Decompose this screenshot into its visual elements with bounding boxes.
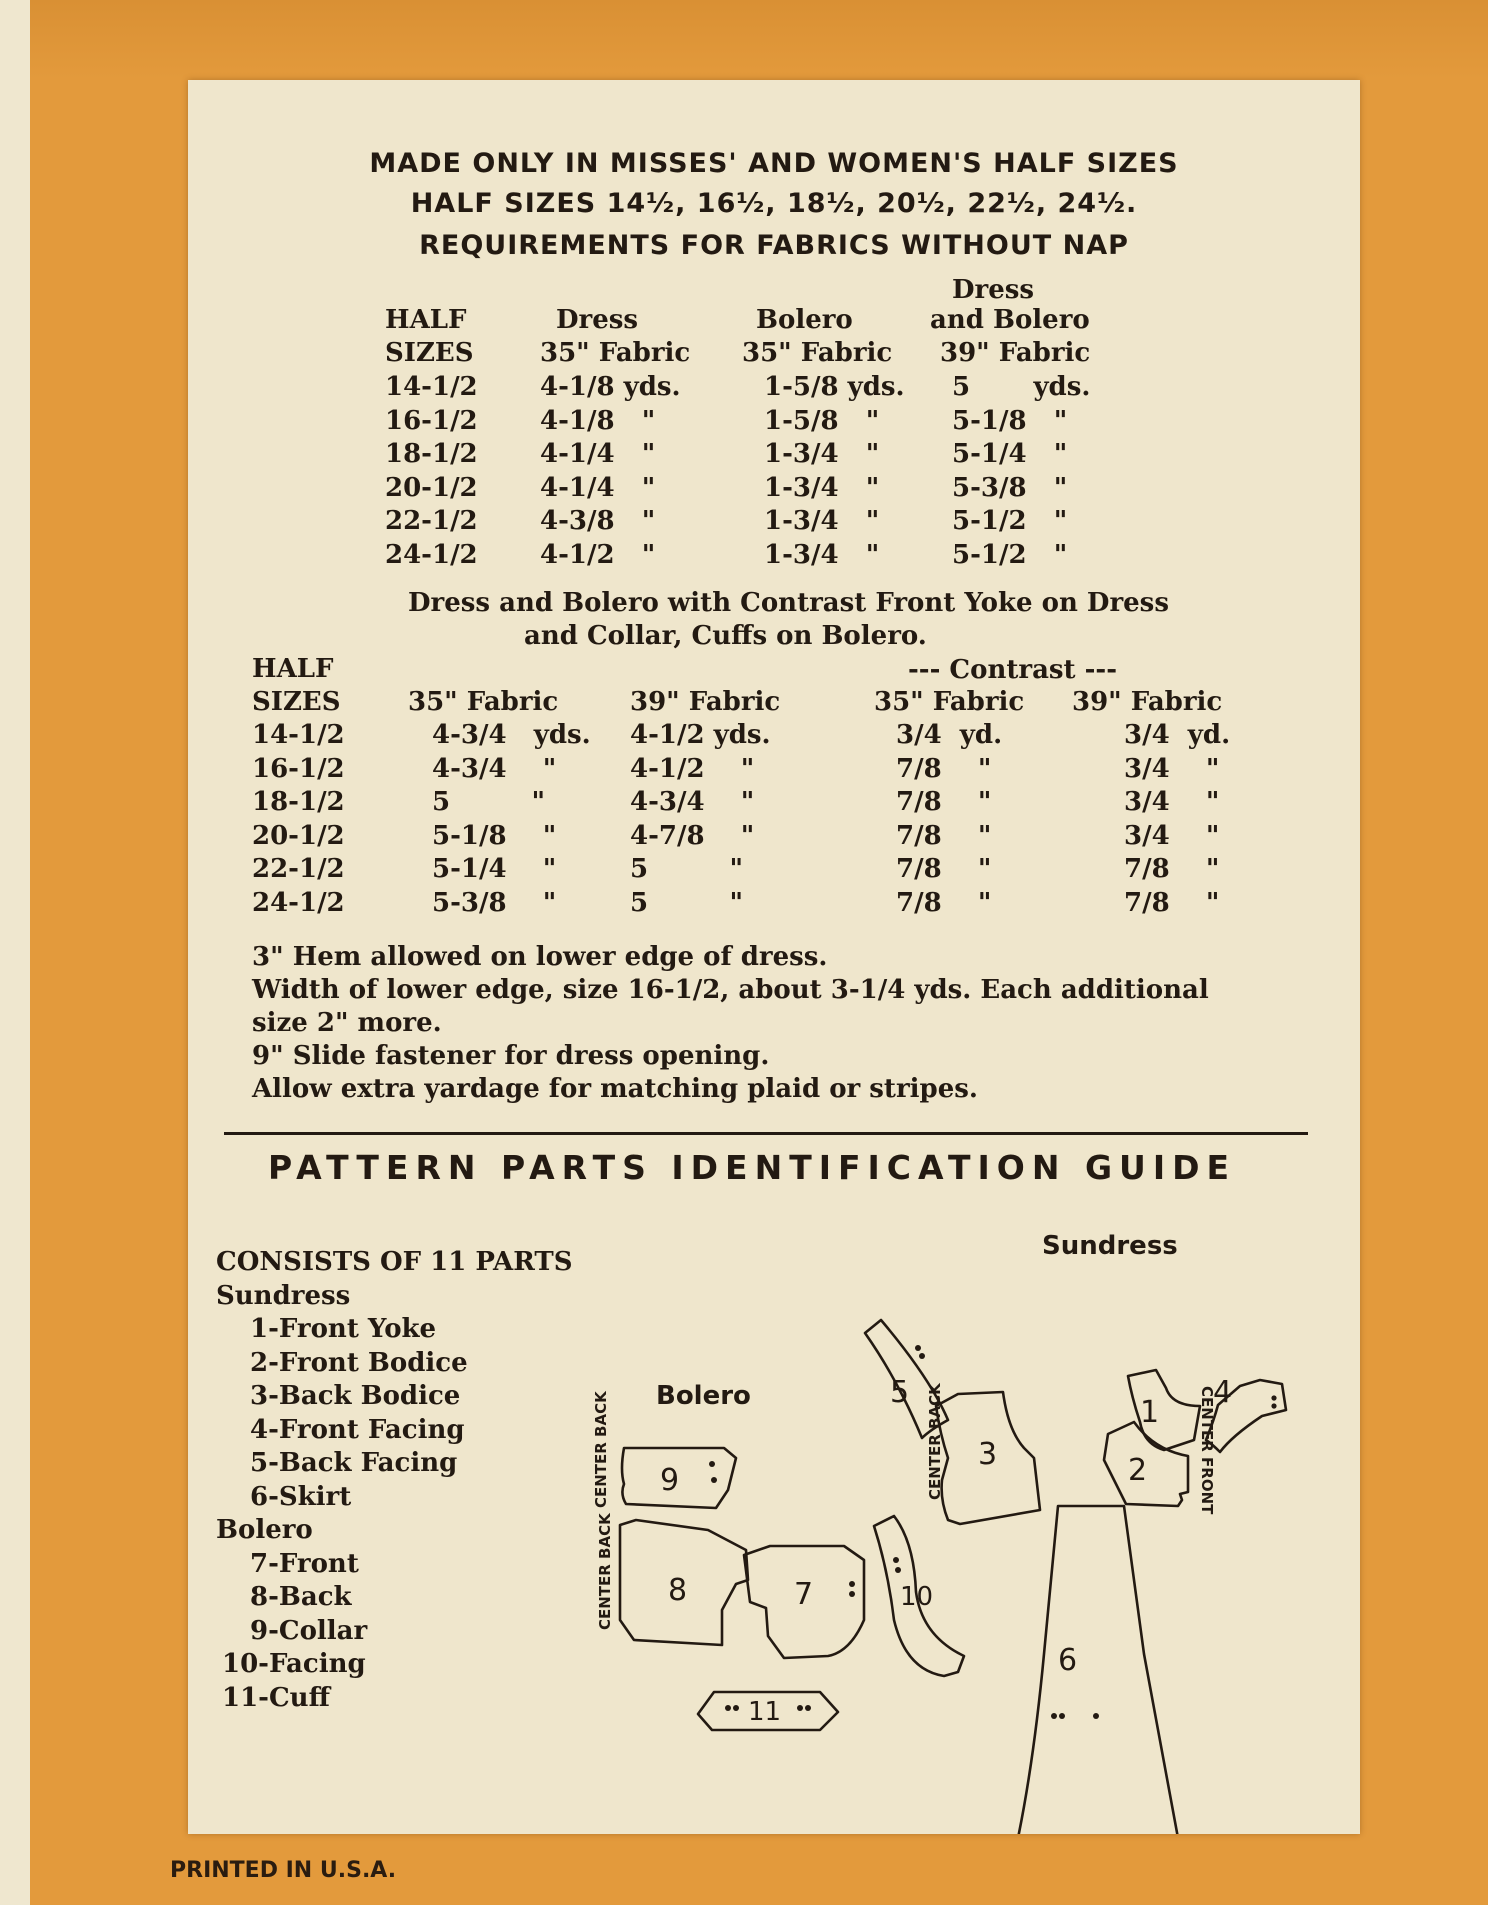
t2-cell: 7/8 ": [896, 787, 992, 817]
t1-cell: 4-1/4 ": [540, 439, 656, 469]
label-11: 11: [748, 1697, 782, 1727]
sundress-part-6: 6-Skirt: [250, 1481, 352, 1512]
t2-cell: 14-1/2: [252, 720, 345, 750]
t1-cell: 1-5/8 ": [764, 405, 880, 436]
label-9: 9: [660, 1463, 680, 1498]
t1-head-bolero-1: Bolero: [756, 305, 853, 335]
t1-cell: 18-1/2: [385, 439, 478, 469]
t1-cell: 1-3/4 ": [764, 472, 880, 503]
t2-head-contrast: --- Contrast ---: [908, 655, 1117, 685]
t2-cell: 7/8 ": [896, 887, 992, 918]
t2-cell: 4-3/4 ": [630, 787, 755, 817]
t2-cell: 4-3/4 ": [432, 753, 557, 784]
t2-head-col-1: 35" Fabric: [408, 687, 559, 717]
t2-cell: 4-3/4 yds.: [432, 720, 591, 750]
t1-cell: 1-3/4 ": [764, 539, 880, 570]
t2-cell: 3/4 yd.: [896, 720, 1003, 750]
left-edge-strip: [0, 0, 30, 1905]
t1-cell: 5-1/4 ": [952, 439, 1068, 469]
t2-cell: 4-7/8 ": [630, 820, 755, 851]
center-back-bolero: CENTER BACK: [596, 1513, 614, 1630]
label-10: 10: [900, 1582, 934, 1612]
t2-cell: 5 ": [630, 854, 744, 884]
header-line-2: HALF SIZES 14½, 16½, 18½, 20½, 22½, 24½.: [410, 188, 1138, 219]
bolero-part-10: 10-Facing: [222, 1649, 366, 1679]
note-3: size 2" more.: [252, 1008, 442, 1038]
t2-cell: 24-1/2: [252, 887, 345, 918]
t2-cell: 7/8 ": [896, 820, 992, 851]
parts-sundress-heading: Sundress: [216, 1280, 351, 1311]
t1-cell: 4-1/4 ": [540, 472, 656, 503]
t1-cell: 5-1/2 ": [952, 539, 1068, 570]
t2-cell: 5 ": [432, 787, 546, 817]
t1-cell: 1-3/4 ": [764, 439, 880, 469]
sundress-label: Sundress: [1042, 1231, 1178, 1261]
guide-title: PATTERN PARTS IDENTIFICATION GUIDE: [268, 1148, 1237, 1187]
t1-head-dress-2: 35" Fabric: [540, 338, 691, 368]
t1-cell: 14-1/2: [385, 372, 478, 402]
t2-cell: 20-1/2: [252, 820, 345, 851]
t1-cell: 4-1/8 ": [540, 405, 656, 436]
envelope-top-band: [30, 0, 1488, 80]
t2-caption-2: and Collar, Cuffs on Bolero.: [524, 621, 927, 651]
t1-cell: 4-1/2 ": [540, 539, 656, 570]
t1-cell: 1-3/4 ": [764, 506, 880, 536]
t1-cell: 5-1/8 ": [952, 405, 1068, 436]
t2-cell: 7/8 ": [896, 854, 992, 884]
sundress-part-1: 1-Front Yoke: [250, 1314, 437, 1344]
t2-head-col-4: 39" Fabric: [1072, 687, 1223, 717]
t2-cell: 5-3/8 ": [432, 887, 557, 918]
piece-6-skirt: [1018, 1506, 1178, 1834]
parts-bolero-heading: Bolero: [216, 1515, 313, 1545]
label-8: 8: [668, 1573, 688, 1608]
note-2: Width of lower edge, size 16-1/2, about 3-1/4 yds. Each additional: [252, 975, 1209, 1005]
t1-cell: 5 yds.: [952, 372, 1091, 402]
t1-cell: 24-1/2: [385, 539, 478, 570]
pattern-diagram: [188, 80, 1360, 1834]
center-front-sundress: CENTER FRONT: [1198, 1386, 1216, 1515]
bolero-label: Bolero: [656, 1381, 751, 1411]
t1-cell: 20-1/2: [385, 472, 478, 503]
printed-in-usa: PRINTED IN U.S.A.: [170, 1858, 397, 1883]
t1-head-sizes-1: HALF: [385, 305, 467, 335]
t1-cell: 5-3/8 ": [952, 472, 1068, 503]
t2-cell: 3/4 yd.: [1124, 720, 1231, 750]
t1-head-bolero-2: 35" Fabric: [742, 338, 893, 368]
bolero-part-11: 11-Cuff: [222, 1682, 330, 1713]
note-1: 3" Hem allowed on lower edge of dress.: [252, 942, 828, 972]
parts-consists: CONSISTS OF 11 PARTS: [216, 1247, 573, 1277]
center-back-collar: CENTER BACK: [592, 1391, 610, 1508]
label-5: 5: [890, 1375, 910, 1410]
t2-cell: 4-1/2 ": [630, 753, 755, 784]
label-3: 3: [978, 1437, 998, 1472]
t1-cell: 4-1/8 yds.: [540, 372, 681, 402]
t2-cell: 3/4 ": [1124, 787, 1220, 817]
note-4: 9" Slide fastener for dress opening.: [252, 1041, 770, 1071]
note-5: Allow extra yardage for matching plaid or stripes.: [252, 1074, 978, 1104]
t1-head-sizes-2: SIZES: [385, 338, 474, 368]
t2-cell: 7/8 ": [896, 753, 992, 784]
center-back-sundress: CENTER BACK: [926, 1383, 944, 1500]
t1-head-both-2: and Bolero: [930, 305, 1090, 335]
t1-head-both-1: Dress: [952, 275, 1035, 305]
t1-cell: 4-3/8 ": [540, 506, 656, 536]
bolero-part-7: 7-Front: [250, 1548, 359, 1579]
t2-cell: 22-1/2: [252, 854, 345, 884]
t2-head-col-2: 39" Fabric: [630, 687, 781, 717]
t2-caption-1: Dress and Bolero with Contrast Front Yoke on Dress: [408, 588, 1169, 618]
t2-cell: 7/8 ": [1124, 887, 1220, 918]
t1-cell: 16-1/2: [385, 405, 478, 436]
sundress-part-3: 3-Back Bodice: [250, 1381, 461, 1411]
header-line-3: REQUIREMENTS FOR FABRICS WITHOUT NAP: [419, 230, 1129, 261]
label-6: 6: [1058, 1643, 1078, 1678]
bolero-part-9: 9-Collar: [250, 1615, 368, 1646]
header-line-1: MADE ONLY IN MISSES' AND WOMEN'S HALF SIZES: [369, 148, 1179, 179]
t2-cell: 5 ": [630, 887, 744, 918]
t2-head-sizes-2: SIZES: [252, 687, 341, 717]
label-2: 2: [1128, 1453, 1148, 1488]
sundress-part-4: 4-Front Facing: [250, 1414, 465, 1445]
t2-cell: 18-1/2: [252, 787, 345, 817]
t2-cell: 16-1/2: [252, 753, 345, 784]
t1-head-both-3: 39" Fabric: [940, 338, 1091, 368]
t1-head-dress-1: Dress: [556, 305, 639, 335]
sundress-part-2: 2-Front Bodice: [250, 1347, 468, 1378]
t2-head-sizes-1: HALF: [252, 654, 334, 684]
t2-cell: 3/4 ": [1124, 753, 1220, 784]
t2-head-col-3: 35" Fabric: [874, 687, 1025, 717]
t2-cell: 5-1/8 ": [432, 820, 557, 851]
label-1: 1: [1140, 1395, 1160, 1430]
instruction-sheet: [188, 80, 1360, 1834]
t1-cell: 22-1/2: [385, 506, 478, 536]
bolero-part-8: 8-Back: [250, 1582, 352, 1612]
t2-cell: 7/8 ": [1124, 854, 1220, 884]
t1-cell: 5-1/2 ": [952, 506, 1068, 536]
sundress-part-5: 5-Back Facing: [250, 1448, 458, 1478]
label-7: 7: [794, 1577, 814, 1612]
t2-cell: 5-1/4 ": [432, 854, 557, 884]
t1-cell: 1-5/8 yds.: [764, 372, 905, 402]
t2-cell: 4-1/2 yds.: [630, 720, 771, 750]
label-4: 4: [1213, 1375, 1233, 1410]
piece-1-front-yoke: [1128, 1370, 1200, 1450]
t2-cell: 3/4 ": [1124, 820, 1220, 851]
